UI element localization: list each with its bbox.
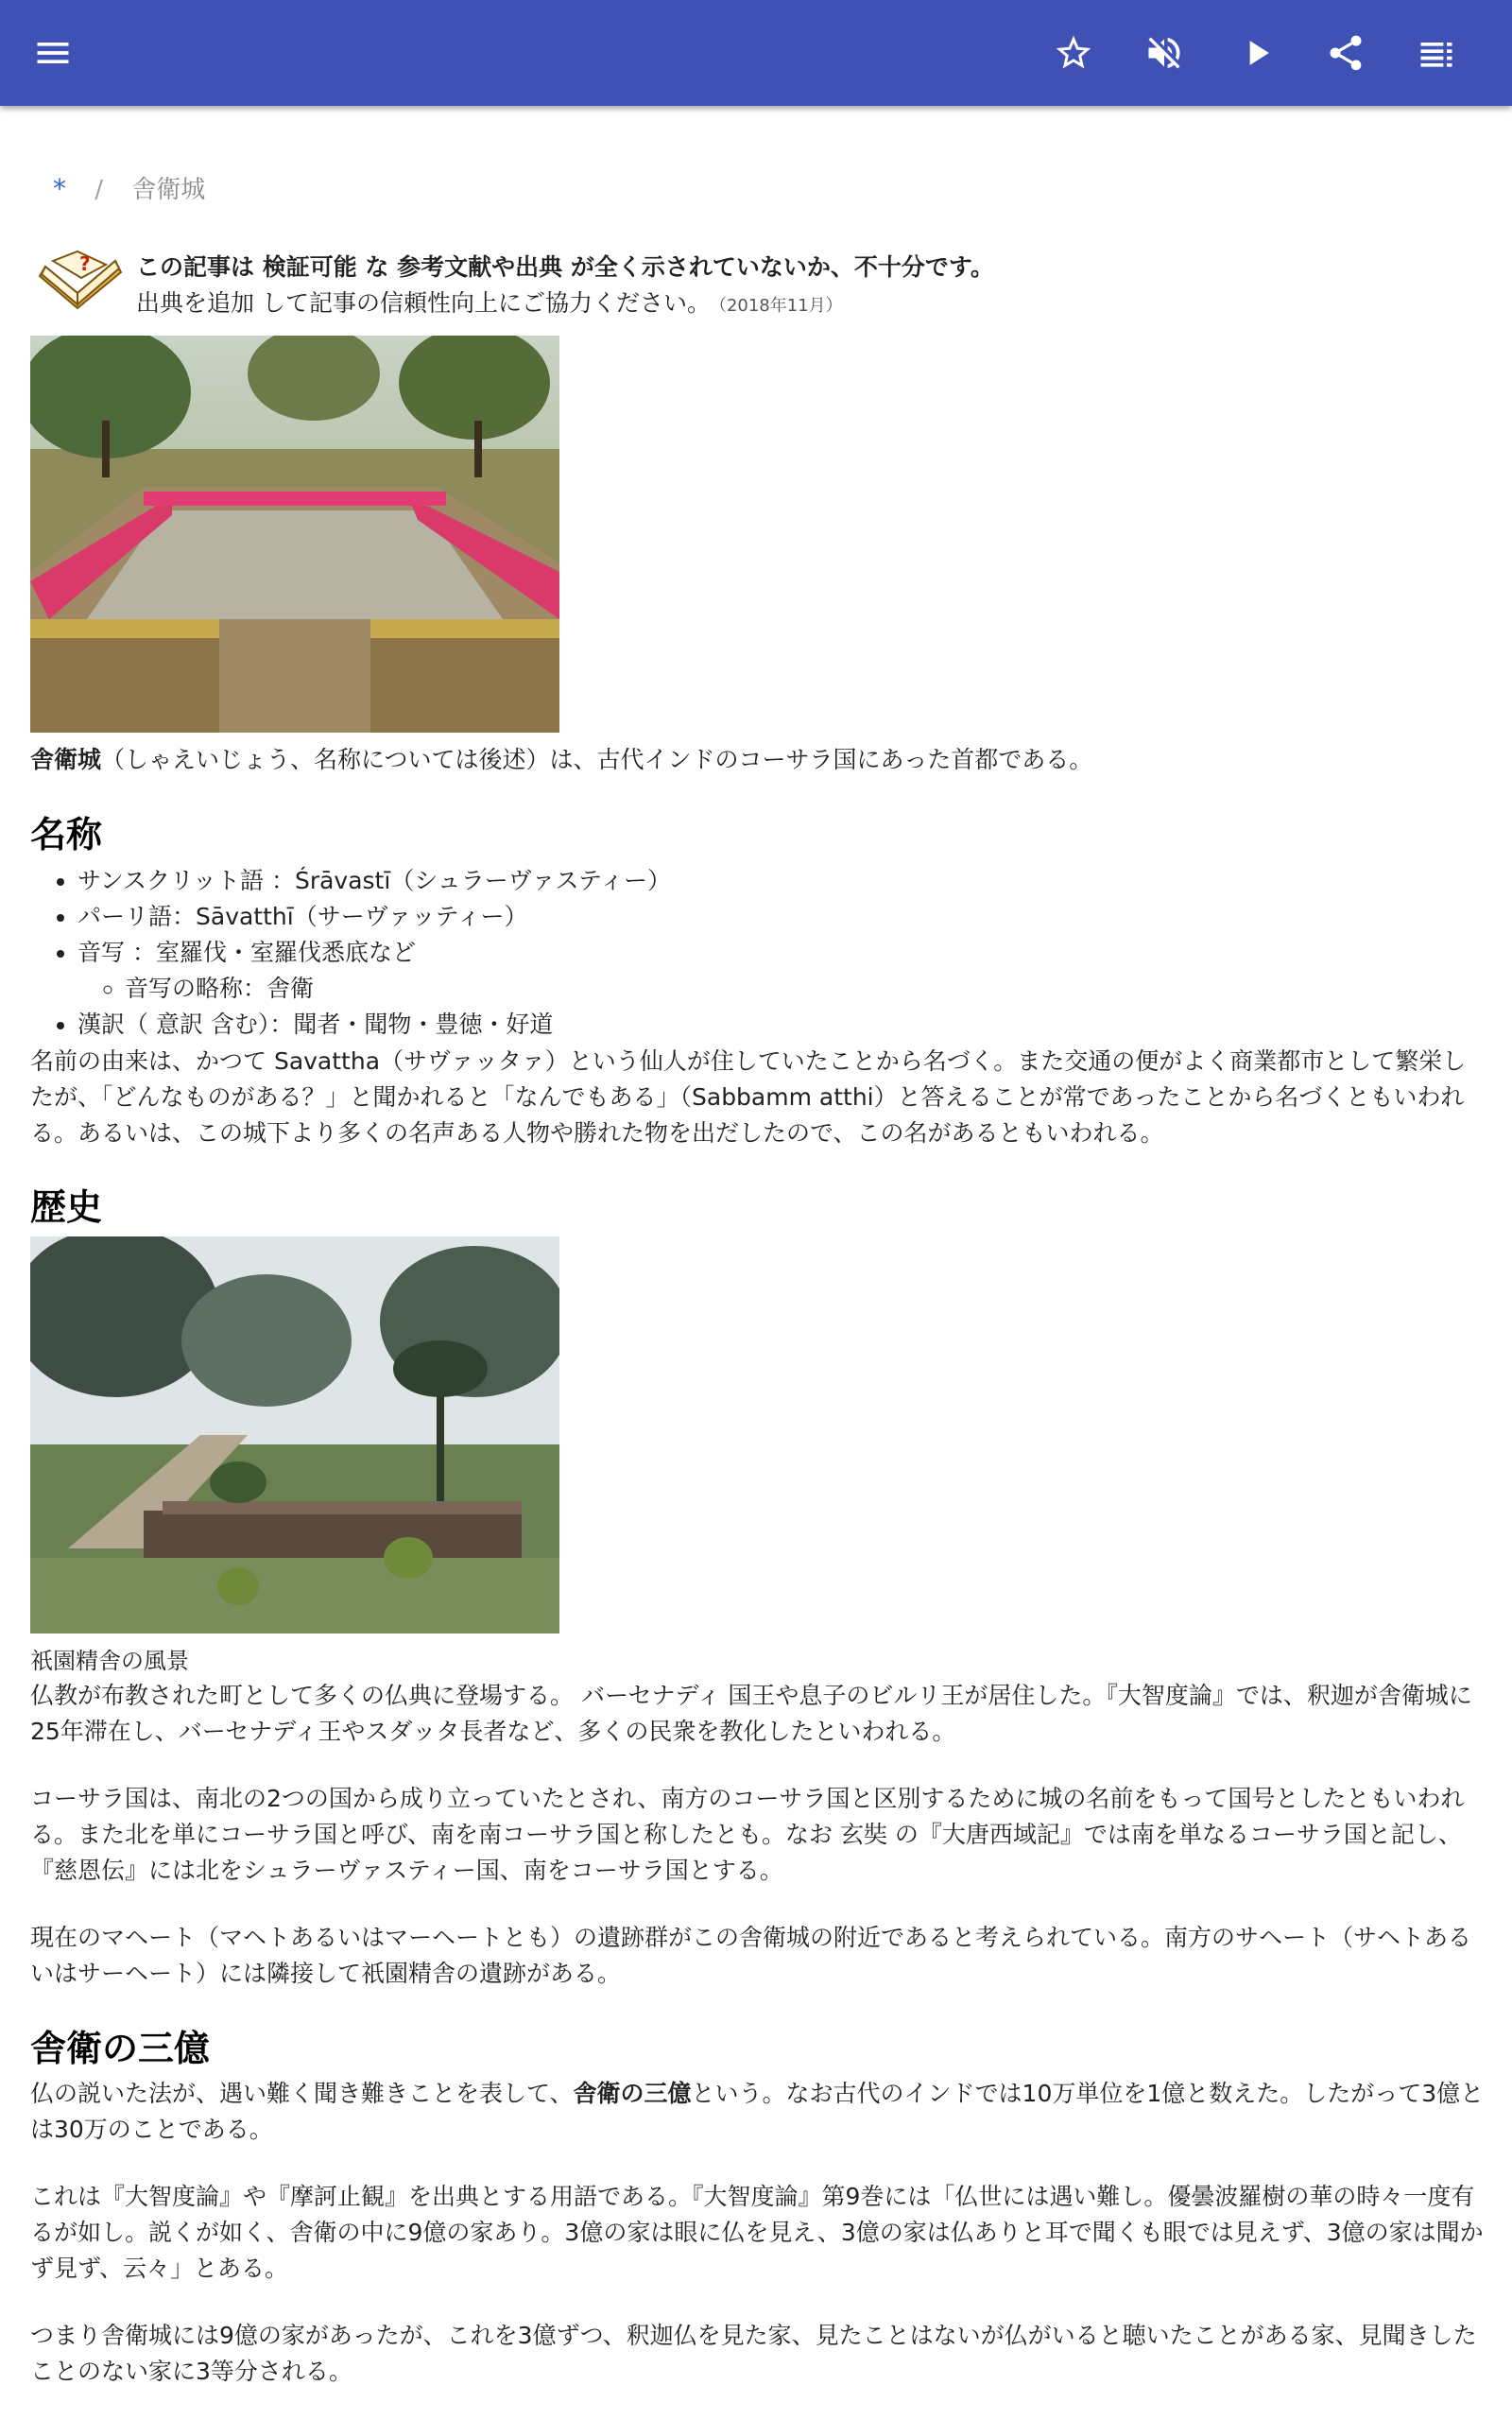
app-bar	[0, 0, 1512, 106]
notice-date: （2018年11月）	[717, 296, 843, 316]
sanoku-paragraph-2: これは『大智度論』や『摩訶止観』を出典とする用語である。『大智度論』第9巻には「仏世には遇い難し。優曇波羅樹の華の時々一度有るが如し。説くが如く、舎衛の中に9億の家あり。3億の家は眼に仏を見え、3億の家は仏ありと耳で聞くも眼では見えず、3億の家は聞かず見ず、云々」とある。	[30, 2183, 1484, 2282]
notice-title: この記事は 検証可能 な 参考文献や出典 が全く示されていないか、不十分です。	[136, 253, 994, 281]
notice-body: 出典を追加 して記事の信頼性向上にご協力ください。	[136, 289, 711, 317]
menu-icon[interactable]	[25, 25, 81, 81]
list-item: • サンスクリット語 ：Śrāvastī（シュラーヴァスティー）	[77, 863, 671, 899]
list-item: • パーリ語：Sāvatthī（サーヴァッティー）	[77, 899, 671, 935]
star-icon[interactable]	[1045, 25, 1102, 81]
sanoku-p1-c: という。なお古代のインドでは10万単位を1億と数えた。したがって3億とは30万のことである。	[30, 2080, 1485, 2143]
intro-bold: 舎衛城	[30, 746, 102, 773]
breadcrumb-current: 舎衛城	[131, 176, 206, 204]
sanoku-paragraph-3: つまり舎衛城には9億の家があったが、これを3億ずつ、釈迦仏を見た家、見たことはないが仏がいると聴いたことがある家、見聞きしたことのない家に3等分される。	[30, 2322, 1477, 2385]
share-icon[interactable]	[1317, 25, 1374, 81]
breadcrumb-home[interactable]: *	[53, 173, 66, 204]
playlist-icon[interactable]	[1408, 25, 1465, 81]
list-item: ◦ 音写の略称：舎衛	[125, 971, 671, 1007]
list-item-text: 音写 ：室羅伐・室羅伐悉底など	[77, 939, 416, 966]
history-paragraph-2: コーサラ国は、南北の2つの国から成り立っていたとされ、南方のコーサラ国と区別するために城の名前をもって国号としたともいわれる。また北を単にコーサラ国と呼び、南を南コーサラ国と称したとも。なお 玄奘 の『大唐西域記』では南を単なるコーサラ国と記し、『慈恩伝』には北をシュラーヴァスティー国、南をコーサラ国とする。	[30, 1785, 1465, 1884]
intro-rest: （しゃえいじょう、名称については後述）は、古代インドのコーサラ国にあった首都である。	[101, 746, 1093, 773]
photo-caption: 祇園精舎の風景	[30, 1648, 189, 1674]
book-question-icon	[34, 244, 127, 321]
play-icon[interactable]	[1228, 25, 1285, 81]
names-paragraph: 名前の由来は、かつて Savattha（サヴァッタァ）という仙人が住していたことから名づく。また交通の便がよく商業都市として繁栄したが、「どんなものがある？」と聞かれると「なんでもある」（Sabbamm atthi）と答えることが常であったことから名づくともいわれる。あるいは、この城下より多くの名声ある人物や勝れた物を出だしたので、この名があるともいわれる。	[30, 1047, 1467, 1147]
list-item: • 漢訳（ 意訳 含む）：聞者・聞物・豊徳・好道	[77, 1007, 671, 1043]
sanoku-p1-a: 仏の説いた法が、遇い難く聞き難きことを表して、	[30, 2080, 574, 2107]
sanoku-bold-term: 舎衛の三億	[573, 2080, 692, 2107]
history-paragraph-1: 仏教が布教された町として多くの仏典に登場する。 バーセナディ 国王や息子のビルリ王が居住した。『大智度論』では、釈迦が舎衛城に25年滞在し、バーセナディ王やスダッタ長者など、多くの民衆を教化したといわれる。	[30, 1682, 1472, 1745]
list-item	[77, 935, 671, 1007]
intro-paragraph	[30, 742, 1486, 778]
breadcrumb	[53, 170, 205, 205]
breadcrumb-separator: /	[94, 176, 104, 204]
ruins-photo[interactable]	[30, 336, 559, 733]
svg-text:?: ?	[79, 252, 91, 275]
names-list	[30, 863, 671, 1043]
section-title-names: 名称	[30, 814, 103, 856]
history-paragraph-3: 現在のマヘート（マヘトあるいはマーヘートとも）の遺跡群がこの舎衛城の附近であると考えられている。南方のサヘート（サヘトあるいはサーヘート）には隣接して祇園精舎の遺跡がある。	[30, 1924, 1472, 1987]
volume-off-icon[interactable]	[1136, 25, 1193, 81]
section-title-sanoku: 舎衛の三億	[30, 2028, 211, 2069]
jetavana-photo[interactable]	[30, 1236, 559, 1634]
sanoku-paragraph-1	[30, 2076, 1486, 2148]
section-title-history: 歴史	[30, 1186, 103, 1228]
